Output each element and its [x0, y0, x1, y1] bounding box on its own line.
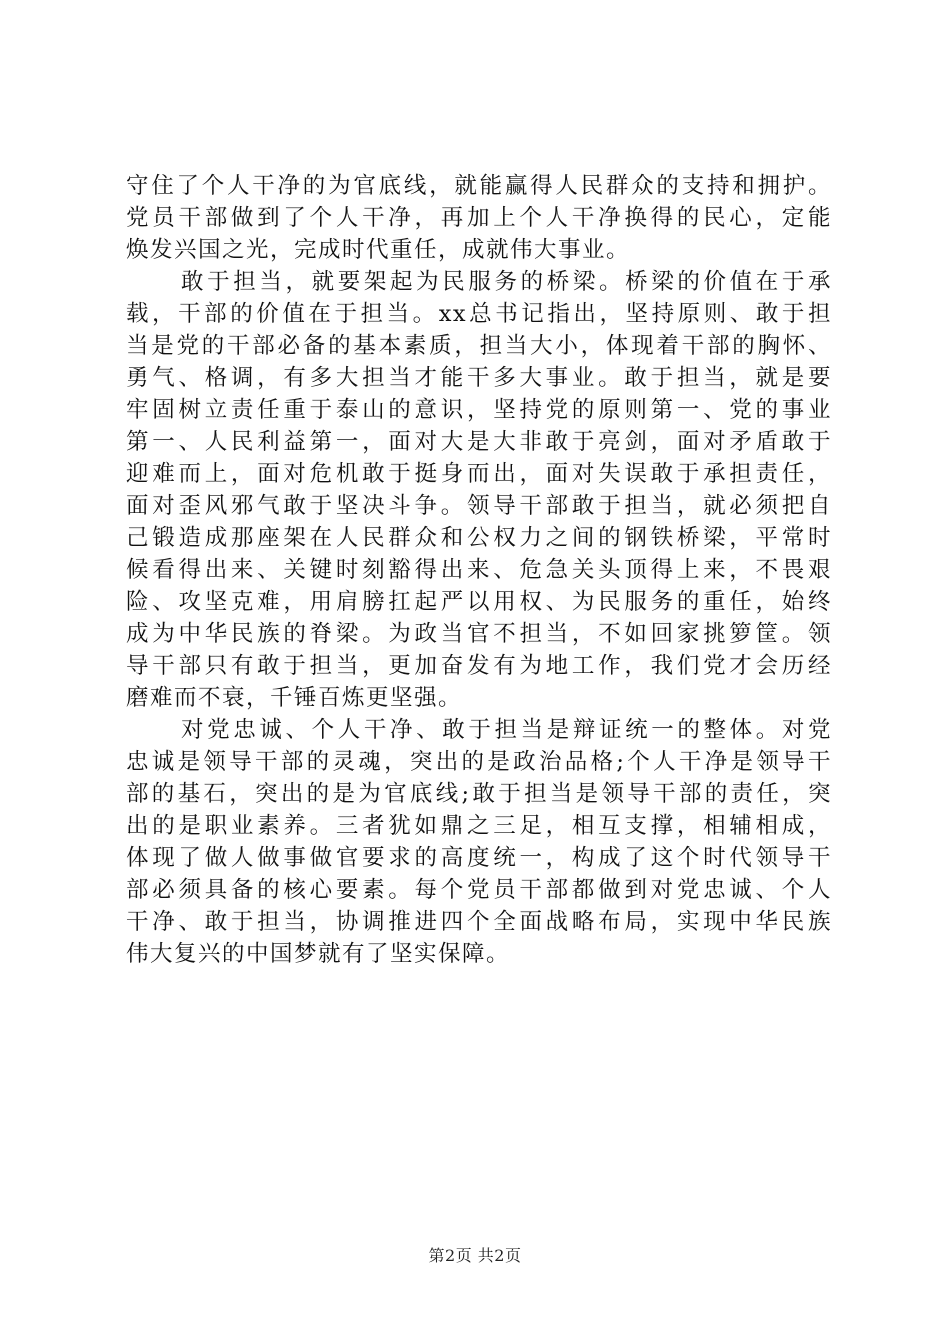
paragraph-3-line-8: 伟大复兴的中国梦就有了坚实保障。	[126, 941, 511, 967]
page-footer	[0, 1243, 950, 1266]
paragraph-3-line-6: 部必须具备的核心要素。每个党员干部都做到对党忠诚、个人	[126, 877, 832, 903]
paragraph-1-line-2: 党员干部做到了个人干净，再加上个人干净换得的民心，定能	[126, 205, 832, 231]
page-number-label: 第2页 共2页	[428, 1246, 522, 1265]
paragraph-2-line-8: 面对歪风邪气敢于坚决斗争。领导干部敢于担当，就必须把自	[126, 493, 832, 519]
paragraph-2-line-4: 勇气、格调，有多大担当才能干多大事业。敢于担当，就是要	[126, 365, 832, 391]
paragraph-2-line-9: 己锻造成那座架在人民群众和公权力之间的钢铁桥梁，平常时	[126, 525, 832, 551]
paragraph-3-line-2: 忠诚是领导干部的灵魂，突出的是政治品格;个人干净是领导干	[126, 749, 832, 775]
paragraph-1-line-1: 守住了个人干净的为官底线，就能赢得人民群众的支持和拥护。	[126, 173, 832, 199]
paragraph-2-line-1: 敢于担当，就要架起为民服务的桥梁。桥梁的价值在于承	[181, 269, 832, 295]
paragraph-2-line-7: 迎难而上，面对危机敢于挺身而出，面对失误敢于承担责任，	[126, 461, 832, 487]
paragraph-2-line-12: 成为中华民族的脊梁。为政当官不担当，不如回家挑箩筐。领	[126, 621, 832, 647]
paragraph-3-line-4: 出的是职业素养。三者犹如鼎之三足，相互支撑，相辅相成，	[126, 813, 832, 839]
paragraph-2-line-10: 候看得出来、关键时刻豁得出来、危急关头顶得上来，不畏艰	[126, 557, 832, 583]
paragraph-2-line-3: 当是党的干部必备的基本素质，担当大小，体现着干部的胸怀、	[126, 333, 832, 359]
paragraph-2-line-2: 载，干部的价值在于担当。xx总书记指出，坚持原则、敢于担	[126, 301, 832, 327]
paragraph-3-line-3: 部的基石，突出的是为官底线;敢于担当是领导干部的责任，突	[126, 781, 832, 807]
paragraph-2-line-5: 牢固树立责任重于泰山的意识，坚持党的原则第一、党的事业	[126, 397, 832, 423]
paragraph-2-line-6: 第一、人民利益第一，面对大是大非敢于亮剑，面对矛盾敢于	[126, 429, 832, 455]
paragraph-2-line-11: 险、攻坚克难，用肩膀扛起严以用权、为民服务的重任，始终	[126, 589, 832, 615]
paragraph-3-line-1: 对党忠诚、个人干净、敢于担当是辩证统一的整体。对党	[181, 717, 832, 743]
paragraph-3-line-5: 体现了做人做事做官要求的高度统一，构成了这个时代领导干	[126, 845, 832, 871]
document-body	[126, 170, 832, 970]
paragraph-2-line-13: 导干部只有敢于担当，更加奋发有为地工作，我们党才会历经	[126, 653, 832, 679]
paragraph-2-line-14: 磨难而不衰，千锤百炼更坚强。	[126, 685, 463, 711]
paragraph-3-line-7: 干净、敢于担当，协调推进四个全面战略布局，实现中华民族	[126, 909, 832, 935]
paragraph-1-line-3: 焕发兴国之光，完成时代重任，成就伟大事业。	[126, 237, 631, 263]
